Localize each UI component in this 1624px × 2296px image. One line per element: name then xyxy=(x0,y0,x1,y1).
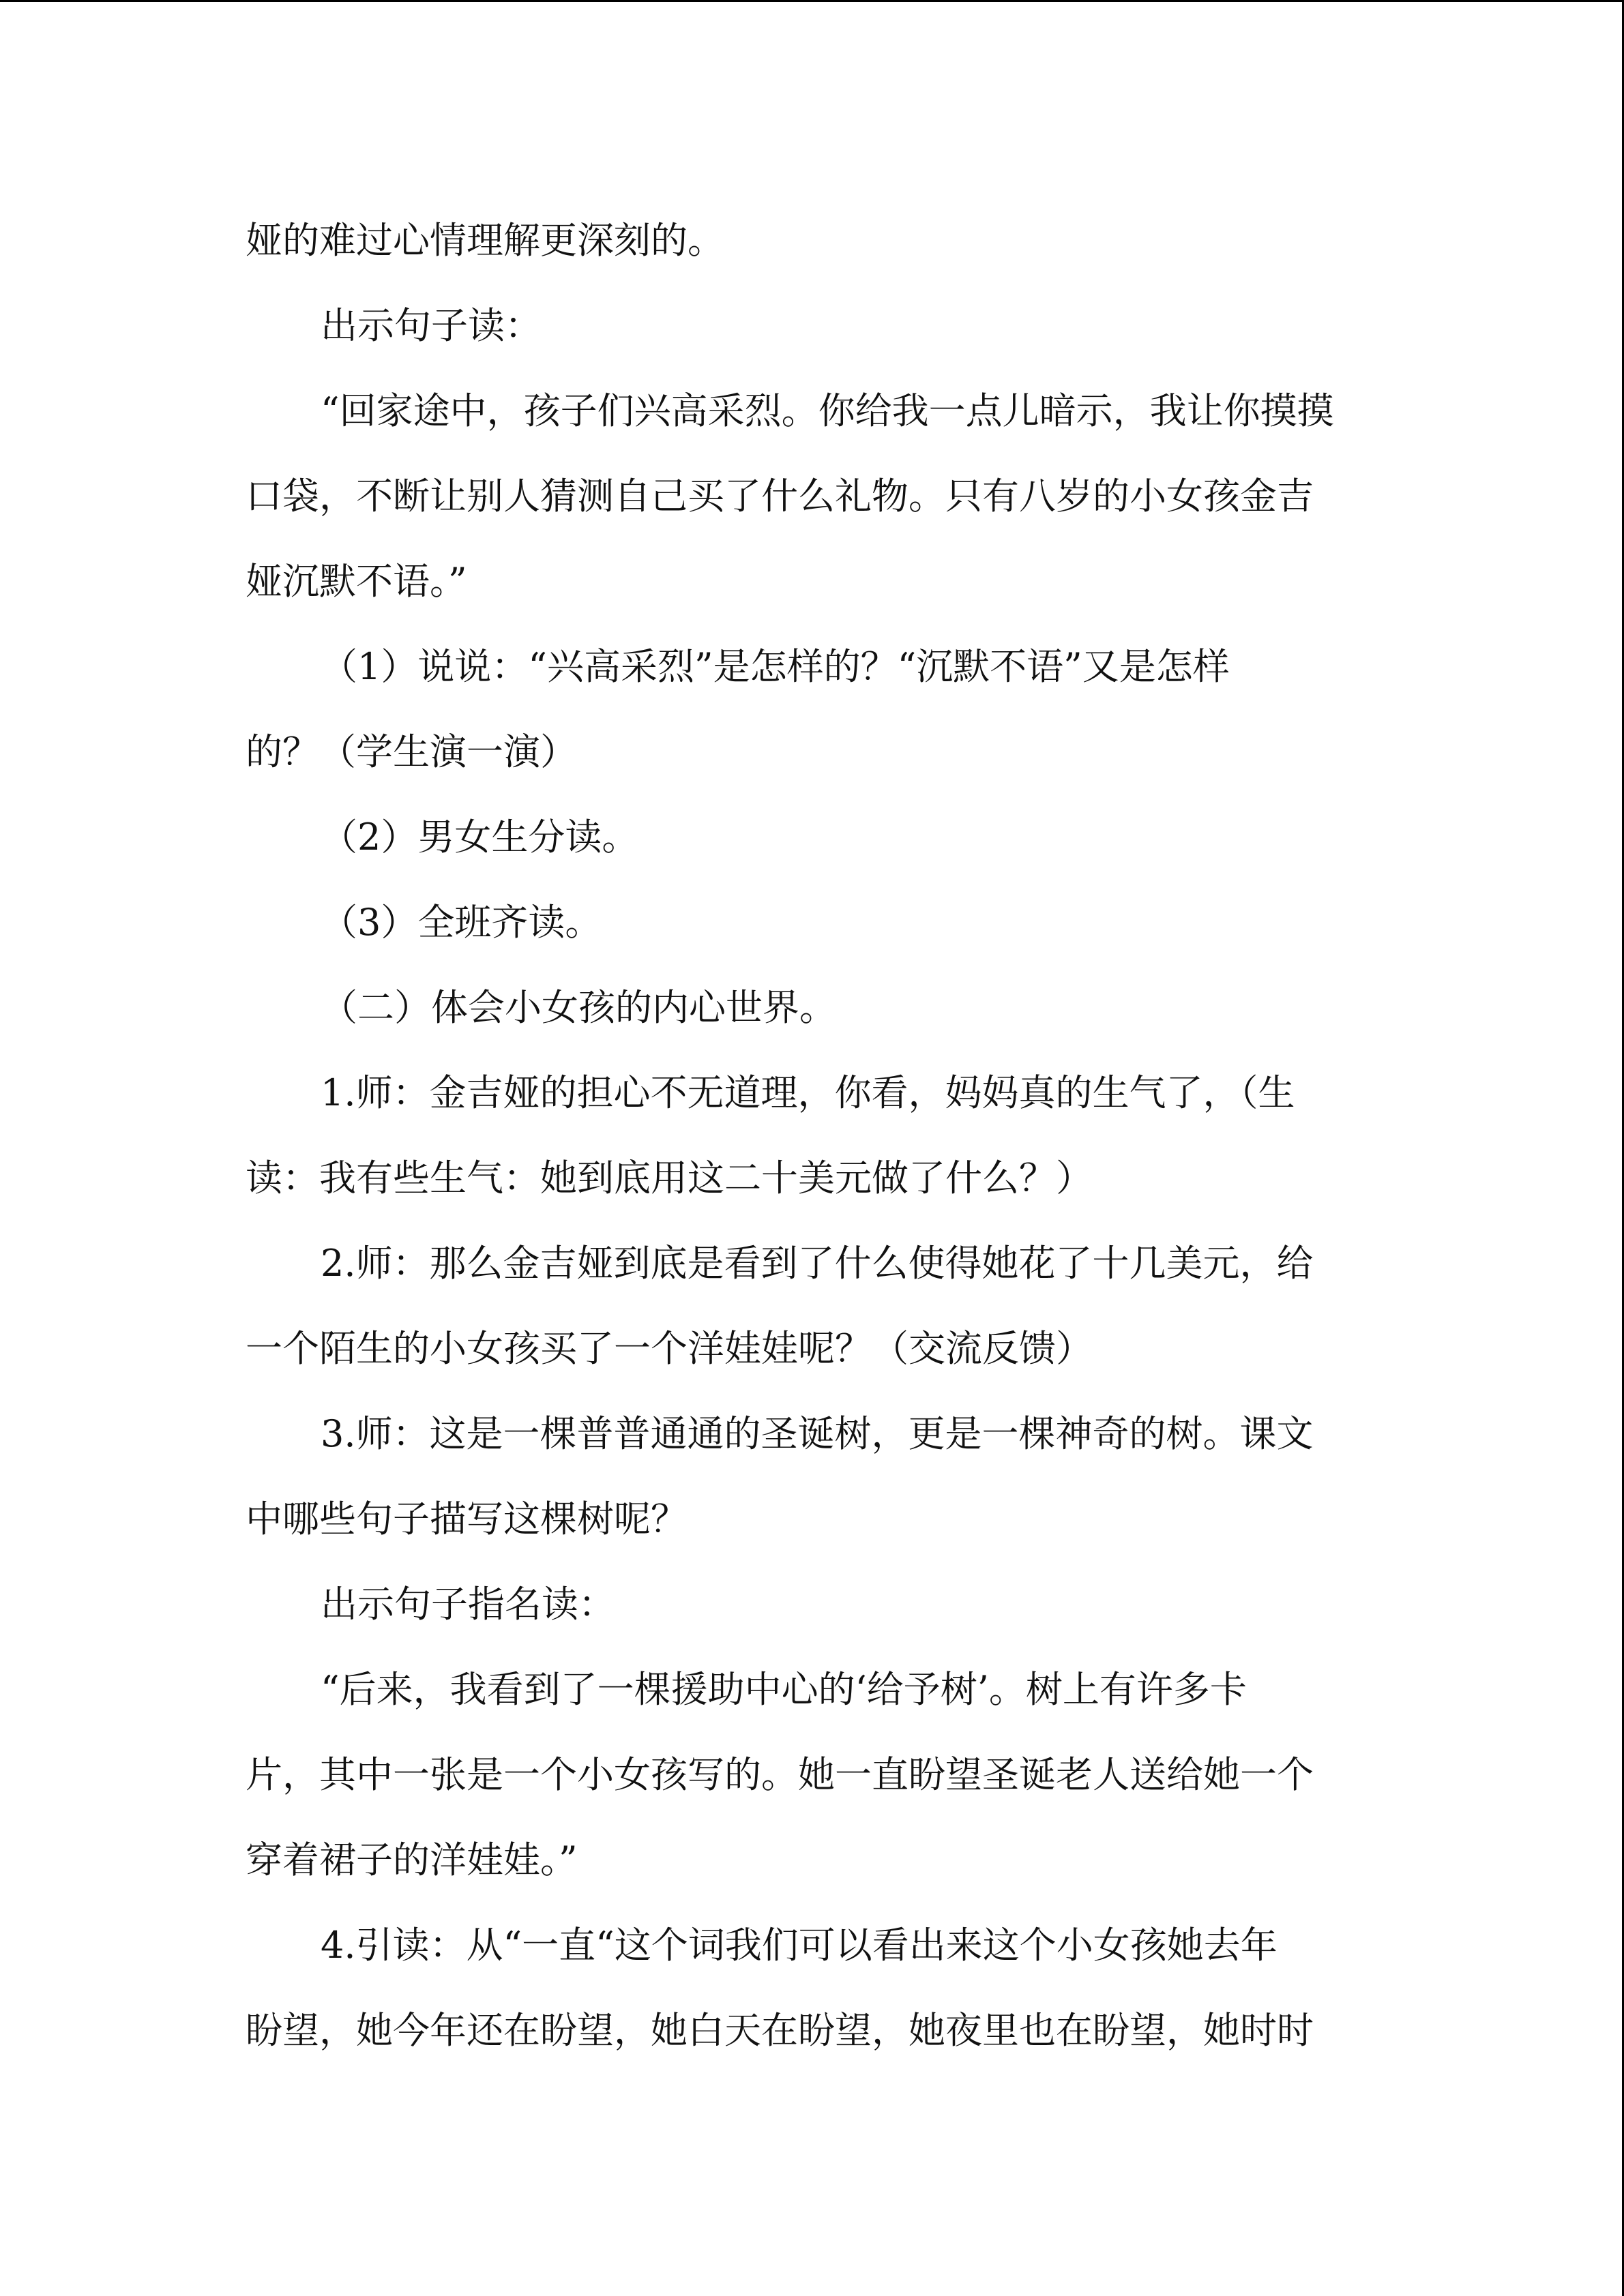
text-line-5: 娅沉默不语。” xyxy=(246,560,467,603)
text-line-22: 盼望，她今年还在盼望，她白天在盼望，她夜里也在盼望，她时时 xyxy=(246,2009,1314,2052)
text-line-7: 的？（学生演一演） xyxy=(246,730,577,773)
text-line-6: （1）说说：“兴高采烈”是怎样的？“沉默不语”又是怎样 xyxy=(321,645,1230,688)
text-line-20: 穿着裙子的洋娃娃。” xyxy=(246,1838,578,1881)
text-line-17: 出示句子指名读： xyxy=(321,1583,615,1626)
text-line-11: 1.师：金吉娅的担心不无道理，你看，妈妈真的生气了，（生 xyxy=(321,1071,1295,1114)
text-line-10: （二）体会小女孩的内心世界。 xyxy=(321,986,836,1029)
text-line-9: （3）全班齐读。 xyxy=(321,901,602,944)
text-line-14: 一个陌生的小女孩买了一个洋娃娃呢？（交流反馈） xyxy=(246,1327,1093,1370)
text-line-12: 读：我有些生气：她到底用这二十美元做了什么？） xyxy=(246,1157,1093,1199)
text-line-21: 4.引读：从“一直“这个词我们可以看出来这个小女孩她去年 xyxy=(321,1924,1278,1967)
text-line-8: （2）男女生分读。 xyxy=(321,816,639,859)
text-line-19: 片，其中一张是一个小女孩写的。她一直盼望圣诞老人送给她一个 xyxy=(246,1753,1314,1796)
text-line-16: 中哪些句子描写这棵树呢？ xyxy=(246,1497,688,1540)
text-line-4: 口袋，不断让别人猜测自己买了什么礼物。只有八岁的小女孩金吉 xyxy=(246,475,1314,518)
text-line-13: 2.师：那么金吉娅到底是看到了什么使得她花了十几美元，给 xyxy=(321,1242,1314,1285)
text-line-18: “后来，我看到了一棵援助中心的‘给予树’。树上有许多卡 xyxy=(321,1668,1247,1711)
text-line-2: 出示句子读： xyxy=(321,304,542,347)
text-line-1: 娅的难过心情理解更深刻的。 xyxy=(246,219,724,262)
text-line-3: “回家途中，孩子们兴高采烈。你给我一点儿暗示，我让你摸摸 xyxy=(321,389,1334,432)
text-line-15: 3.师：这是一棵普普通通的圣诞树，更是一棵神奇的树。课文 xyxy=(321,1412,1314,1455)
